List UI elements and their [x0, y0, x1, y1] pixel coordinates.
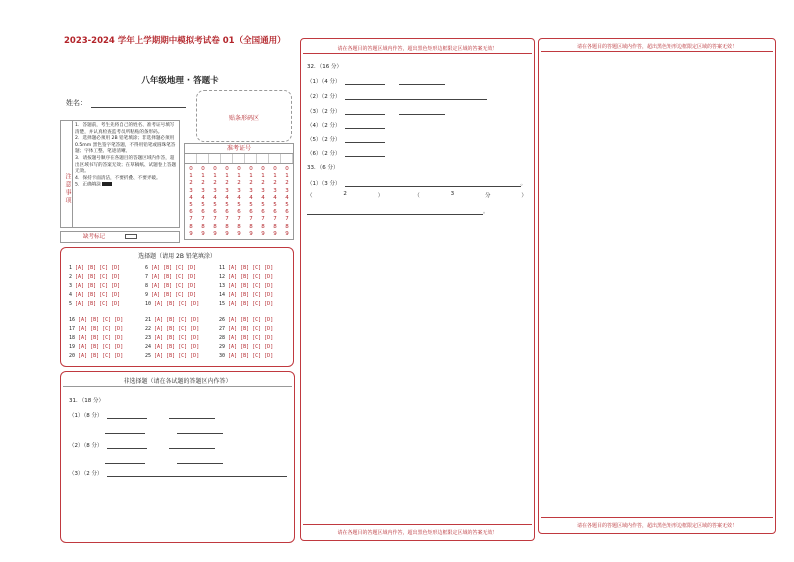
ticket-digit[interactable]: 3	[273, 187, 277, 194]
fill-sample-icon	[102, 182, 112, 186]
q32-4-label: （4）（2 分）	[307, 123, 341, 129]
q31-2	[69, 440, 215, 449]
choice-question[interactable]	[219, 335, 273, 341]
ticket-digit[interactable]: 4	[273, 194, 277, 201]
ticket-digit-column[interactable]	[281, 166, 293, 238]
choice-options[interactable]: [A] [B] [C] [D]	[228, 301, 274, 307]
ticket-digit[interactable]: 1	[249, 173, 253, 180]
choice-options[interactable]: [A] [B] [C] [D]	[228, 326, 274, 332]
q33-3	[307, 206, 489, 215]
ticket-digit-column[interactable]	[233, 166, 245, 238]
ticket-digit[interactable]: 2	[249, 180, 253, 187]
answer-line[interactable]	[345, 134, 385, 143]
ticket-digit[interactable]: 5	[285, 202, 289, 209]
q33-label: 33．（6 分）	[307, 165, 339, 171]
choice-number: 24	[145, 344, 152, 350]
name-field[interactable]	[91, 99, 186, 108]
ticket-digit[interactable]: 9	[213, 230, 217, 237]
choice-number: 23	[145, 335, 152, 341]
choice-options[interactable]: [A] [B] [C] [D]	[154, 353, 200, 359]
ticket-digit[interactable]: 5	[225, 202, 229, 209]
note-item	[75, 182, 177, 189]
absent-label: 缺考标记	[83, 234, 106, 240]
notes-list	[75, 123, 177, 189]
choice-options[interactable]: [A] [B] [C] [D]	[228, 353, 274, 359]
divider	[541, 517, 773, 518]
q32-2	[307, 91, 487, 100]
ticket-digit[interactable]: 7	[249, 216, 253, 223]
answer-line[interactable]	[399, 106, 445, 115]
choice-number: 7	[145, 274, 149, 280]
boundary-warning-top: 请在各题目的答题区域内作答，超出黑色矩形边框限定区域的答案无效！	[337, 46, 498, 52]
choice-number: 12	[219, 274, 226, 280]
ticket-digit[interactable]: 2	[225, 180, 229, 187]
ticket-digit[interactable]: 9	[189, 230, 193, 237]
ticket-digit[interactable]: 7	[261, 216, 265, 223]
q33-1-label: （1）（3 分）	[307, 181, 341, 187]
ticket-write-cell[interactable]	[209, 154, 221, 163]
ticket-digit[interactable]: 1	[213, 173, 217, 180]
ticket-digit[interactable]: 7	[189, 216, 193, 223]
choice-question[interactable]	[145, 326, 199, 332]
ticket-digit[interactable]: 0	[249, 166, 253, 172]
divider	[303, 524, 532, 525]
choice-options[interactable]: [A] [B] [C] [D]	[228, 265, 274, 271]
ticket-digit[interactable]: 8	[201, 223, 205, 230]
q32-1	[307, 76, 445, 85]
ticket-digit-column[interactable]	[221, 166, 233, 238]
ticket-digit-column[interactable]	[209, 166, 221, 238]
choice-question[interactable]	[145, 283, 196, 289]
ticket-digit[interactable]: 3	[201, 187, 205, 194]
choice-question[interactable]	[69, 301, 120, 307]
choice-number: 13	[219, 283, 226, 289]
answer-line[interactable]	[105, 455, 145, 464]
ticket-digit[interactable]: 3	[285, 187, 289, 194]
ticket-digit[interactable]: 8	[285, 223, 289, 230]
choice-options[interactable]: [A] [B] [C] [D]	[78, 344, 124, 350]
choice-number: 9	[145, 292, 149, 298]
answer-line[interactable]	[169, 440, 215, 449]
choice-options[interactable]: [A] [B] [C] [D]	[154, 344, 200, 350]
ticket-digit[interactable]: 6	[189, 209, 193, 216]
choice-options[interactable]: [A] [B] [C] [D]	[151, 265, 197, 271]
ticket-digit[interactable]: 5	[261, 202, 265, 209]
q33-fen: 分	[485, 193, 491, 199]
choice-number: 22	[145, 326, 152, 332]
ticket-digit[interactable]: 0	[237, 166, 241, 172]
ticket-digit[interactable]: 4	[213, 194, 217, 201]
choice-question[interactable]	[219, 301, 273, 307]
ticket-digit[interactable]: 4	[285, 194, 289, 201]
ticket-digit[interactable]: 1	[285, 173, 289, 180]
ticket-digit[interactable]: 5	[213, 202, 217, 209]
choice-question[interactable]	[219, 274, 273, 280]
choice-options[interactable]: [A] [B] [C] [D]	[75, 301, 121, 307]
choice-number: 16	[69, 317, 76, 323]
q32-6	[307, 148, 385, 157]
choice-options[interactable]: [A] [B] [C] [D]	[78, 353, 124, 359]
choice-question[interactable]	[219, 326, 273, 332]
boundary-warning-bottom: 请在各题目的答题区域内作答，超出黑色矩形边框限定区域的答案无效！	[337, 530, 498, 536]
ticket-digit[interactable]: 5	[273, 202, 277, 209]
choice-number: 5	[69, 301, 73, 307]
q33-2	[307, 191, 527, 199]
q32-5-label: （5）（2 分）	[307, 137, 341, 143]
choice-question[interactable]	[69, 335, 123, 341]
choice-number: 18	[69, 335, 76, 341]
choice-options[interactable]: [A] [B] [C] [D]	[228, 317, 274, 323]
choice-number: 17	[69, 326, 76, 332]
choice-question[interactable]	[145, 265, 196, 271]
ticket-digit[interactable]: 8	[189, 223, 193, 230]
ticket-write-cell[interactable]	[269, 154, 281, 163]
barcode-area	[196, 90, 292, 142]
paren-close: ）	[377, 193, 384, 199]
ticket-digit[interactable]: 8	[261, 223, 265, 230]
boundary-warning-bottom: 请在各题目的答题区域内作答，超出黑色矩形边框限定区域的答案无效！	[576, 523, 737, 529]
ticket-digit[interactable]: 6	[225, 209, 229, 216]
choice-number: 8	[145, 283, 149, 289]
ticket-digit[interactable]: 8	[273, 223, 277, 230]
choice-options[interactable]: [A] [B] [C] [D]	[228, 274, 274, 280]
period: 。	[520, 181, 527, 187]
choice-number: 11	[219, 265, 226, 271]
choice-question[interactable]	[145, 301, 199, 307]
ticket-digit[interactable]: 8	[249, 223, 253, 230]
divider	[303, 53, 532, 54]
note-item: 1．答题前，考生先将自己的姓名、准考证号填写清楚，并认真检查监考员所粘贴的条形码。	[75, 123, 175, 135]
choice-question[interactable]	[219, 344, 273, 350]
note-item: 2．选择题必须用 2B 铅笔填涂；非选择题必须用 0.5mm 黑色签字笔答题，不得用铅笔或圆珠笔答题；字体工整、笔迹清晰。	[75, 136, 176, 155]
choice-options[interactable]: [A] [B] [C] [D]	[228, 344, 274, 350]
ticket-digit[interactable]: 0	[261, 166, 265, 172]
ticket-digit[interactable]: 9	[273, 230, 277, 237]
ticket-digit[interactable]: 3	[189, 187, 193, 194]
ticket-digit-column[interactable]	[269, 166, 281, 238]
note-item-text: 5．正确填涂	[75, 182, 101, 188]
choice-question[interactable]	[69, 283, 120, 289]
answer-line[interactable]	[345, 120, 385, 129]
note-item: 3．请按题号顺序在各题目的答题区域内作答，超出区域书写的答案无效；在草稿纸、试题卷上答题无效。	[75, 155, 177, 175]
ticket-digit[interactable]: 6	[273, 209, 277, 216]
choice-number: 30	[219, 353, 226, 359]
q32-6-label: （6）（2 分）	[307, 151, 341, 157]
ticket-digit[interactable]: 9	[261, 230, 265, 237]
choice-options[interactable]: [A] [B] [C] [D]	[78, 335, 124, 341]
ticket-digit[interactable]: 8	[225, 223, 229, 230]
choice-options[interactable]: [A] [B] [C] [D]	[75, 265, 121, 271]
ticket-digit-column[interactable]	[197, 166, 209, 238]
q31-3	[69, 468, 287, 477]
choice-options[interactable]: [A] [B] [C] [D]	[75, 274, 121, 280]
absent-mark	[60, 231, 180, 243]
choice-number: 3	[69, 283, 73, 289]
ticket-digit[interactable]: 0	[273, 166, 277, 172]
q31-1b	[105, 425, 223, 434]
ticket-digit[interactable]: 1	[225, 173, 229, 180]
ticket-digit[interactable]: 6	[237, 209, 241, 216]
ticket-digit[interactable]: 6	[285, 209, 289, 216]
choice-options[interactable]: [A] [B] [C] [D]	[228, 292, 274, 298]
choice-options[interactable]: [A] [B] [C] [D]	[228, 335, 274, 341]
ticket-digit[interactable]: 9	[237, 230, 241, 237]
choice-number: 19	[69, 344, 76, 350]
q31-1	[69, 410, 215, 419]
choice-number: 4	[69, 292, 73, 298]
ticket-digit[interactable]: 2	[273, 180, 277, 187]
choice-options[interactable]: [A] [B] [C] [D]	[78, 317, 124, 323]
ticket-digit[interactable]: 1	[261, 173, 265, 180]
choice-number: 25	[145, 353, 152, 359]
choice-section	[60, 247, 294, 367]
ticket-digit[interactable]: 0	[285, 166, 289, 172]
ticket-write-cell[interactable]	[233, 154, 245, 163]
absent-checkbox[interactable]	[125, 234, 137, 239]
q32-3	[307, 106, 445, 115]
choice-question[interactable]	[145, 292, 196, 298]
q32-label: 32．（16 分）	[307, 64, 342, 70]
ticket-digit[interactable]: 8	[237, 223, 241, 230]
ticket-digit[interactable]: 0	[225, 166, 229, 172]
choice-options[interactable]: [A] [B] [C] [D]	[151, 274, 197, 280]
answer-line[interactable]	[399, 76, 445, 85]
notes-panel	[60, 120, 180, 228]
ticket-write-cell[interactable]	[281, 154, 293, 163]
answer-line[interactable]	[345, 91, 487, 100]
answer-line[interactable]	[307, 206, 483, 215]
ticket-digit[interactable]: 7	[225, 216, 229, 223]
ticket-digit[interactable]: 3	[237, 187, 241, 194]
choice-options[interactable]: [A] [B] [C] [D]	[151, 292, 197, 298]
ticket-digit[interactable]: 7	[285, 216, 289, 223]
choice-options[interactable]: [A] [B] [C] [D]	[154, 326, 200, 332]
ticket-digit[interactable]: 7	[213, 216, 217, 223]
q32-5	[307, 134, 385, 143]
q31-3-label: （3）（2 分）	[69, 471, 103, 477]
boundary-warning-top: 请在各题目的答题区域内作答，超出黑色矩形边框限定区域的答案无效！	[576, 44, 737, 50]
ticket-digit[interactable]: 1	[201, 173, 205, 180]
choice-number: 10	[145, 301, 152, 307]
ticket-digit[interactable]: 2	[189, 180, 193, 187]
nonchoice-section	[60, 371, 295, 543]
choice-options[interactable]: [A] [B] [C] [D]	[154, 335, 200, 341]
paren-open: （	[414, 193, 420, 199]
q33-1	[307, 178, 526, 187]
choice-question[interactable]	[219, 317, 273, 323]
ticket-digit[interactable]: 3	[213, 187, 217, 194]
choice-question[interactable]	[69, 353, 123, 359]
ticket-digit[interactable]: 6	[201, 209, 205, 216]
choice-number: 15	[219, 301, 226, 307]
q33-2-num: 2	[343, 191, 347, 197]
choice-title: 选择题（请用 2B 铅笔填涂）	[138, 253, 216, 260]
ticket-digit[interactable]: 0	[189, 166, 193, 172]
choice-question[interactable]	[69, 344, 123, 350]
choice-options[interactable]: [A] [B] [C] [D]	[151, 283, 197, 289]
ticket-write-cell[interactable]	[245, 154, 257, 163]
ticket-digit[interactable]: 2	[285, 180, 289, 187]
ticket-digit-column[interactable]	[245, 166, 257, 238]
paren-close: ）	[521, 193, 527, 199]
choice-options[interactable]: [A] [B] [C] [D]	[78, 326, 124, 332]
choice-number: 26	[219, 317, 226, 323]
q31-label: 31．（18 分）	[69, 398, 104, 404]
barcode-label: 贴条形码区	[228, 115, 259, 122]
choice-options[interactable]: [A] [B] [C] [D]	[154, 301, 200, 307]
ticket-write-cell[interactable]	[197, 154, 209, 163]
ticket-digit[interactable]: 6	[249, 209, 253, 216]
choice-question[interactable]	[69, 274, 120, 280]
ticket-digit[interactable]: 5	[189, 202, 193, 209]
ticket-digit[interactable]: 6	[213, 209, 217, 216]
ticket-digit[interactable]: 4	[225, 194, 229, 201]
ticket-digit[interactable]: 4	[249, 194, 253, 201]
choice-options[interactable]: [A] [B] [C] [D]	[154, 317, 200, 323]
note-item: 4．保持卡面清洁，不要折叠、不要弄破。	[75, 175, 161, 181]
q32-4	[307, 120, 385, 129]
ticket-label: 准考证号	[185, 144, 293, 154]
ticket-digit[interactable]: 4	[189, 194, 193, 201]
exam-title: 2023-2024 学年上学期期中模拟考试卷 01（全国通用）	[64, 36, 286, 46]
answer-line[interactable]	[107, 468, 287, 477]
choice-number: 28	[219, 335, 226, 341]
divider	[541, 51, 773, 52]
choice-number: 2	[69, 274, 73, 280]
ticket-write-cell[interactable]	[221, 154, 233, 163]
answer-line[interactable]	[345, 178, 521, 187]
answer-line[interactable]	[107, 410, 147, 419]
ticket-digit[interactable]: 9	[285, 230, 289, 237]
ticket-digit[interactable]: 2	[213, 180, 217, 187]
answer-line[interactable]	[345, 76, 385, 85]
right-answer-column	[538, 38, 776, 534]
choice-number: 1	[69, 265, 73, 271]
answer-line[interactable]	[105, 425, 145, 434]
q32-3-label: （3）（2 分）	[307, 109, 341, 115]
choice-question[interactable]	[69, 317, 123, 323]
answer-line[interactable]	[345, 148, 385, 157]
ticket-digit[interactable]: 0	[201, 166, 205, 172]
answer-line[interactable]	[107, 440, 147, 449]
ticket-digit[interactable]: 5	[237, 202, 241, 209]
q33-3-num: 3	[450, 191, 455, 197]
ticket-write-cell[interactable]	[257, 154, 269, 163]
ticket-digit[interactable]: 5	[201, 202, 205, 209]
choice-question[interactable]	[69, 326, 123, 332]
choice-question[interactable]	[145, 317, 199, 323]
ticket-digit[interactable]: 9	[201, 230, 205, 237]
ticket-digit[interactable]: 4	[237, 194, 241, 201]
ticket-digit[interactable]: 2	[237, 180, 241, 187]
q31-2b	[105, 455, 223, 464]
ticket-write-cells[interactable]	[185, 154, 293, 164]
nonchoice-title: 非选择题（请在各试题的答题区内作答）	[123, 378, 232, 385]
answer-line[interactable]	[169, 410, 215, 419]
ticket-digit[interactable]: 1	[189, 173, 193, 180]
choice-question[interactable]	[145, 353, 199, 359]
answer-line[interactable]	[177, 455, 223, 464]
choice-number: 27	[219, 326, 226, 332]
choice-number: 21	[145, 317, 152, 323]
ticket-digit[interactable]: 7	[237, 216, 241, 223]
choice-number: 6	[145, 265, 149, 271]
paren-open: （	[307, 193, 313, 199]
middle-answer-column	[300, 38, 535, 541]
choice-number: 29	[219, 344, 226, 350]
ticket-digit[interactable]: 3	[249, 187, 253, 194]
choice-question[interactable]	[219, 265, 273, 271]
notes-label: 注意事项	[61, 121, 73, 227]
choice-options[interactable]: [A] [B] [C] [D]	[228, 283, 274, 289]
divider	[63, 386, 292, 387]
choice-question[interactable]	[69, 292, 120, 298]
choice-question[interactable]	[145, 335, 199, 341]
ticket-digit[interactable]: 9	[225, 230, 229, 237]
ticket-digit[interactable]: 1	[237, 173, 241, 180]
ticket-digit[interactable]: 6	[261, 209, 265, 216]
ticket-digit[interactable]: 4	[261, 194, 265, 201]
choice-question[interactable]	[145, 274, 196, 280]
choice-number: 20	[69, 353, 76, 359]
choice-question[interactable]	[219, 292, 273, 298]
ticket-digit[interactable]: 7	[273, 216, 277, 223]
ticket-digit-columns[interactable]	[185, 166, 293, 238]
ticket-digit[interactable]: 9	[249, 230, 253, 237]
ticket-number-grid	[184, 143, 294, 240]
ticket-digit[interactable]: 1	[273, 173, 277, 180]
ticket-digit[interactable]: 3	[225, 187, 229, 194]
choice-question[interactable]	[219, 283, 273, 289]
ticket-digit[interactable]: 2	[201, 180, 205, 187]
name-label: 姓名：	[66, 99, 87, 107]
ticket-digit[interactable]: 3	[261, 187, 265, 194]
ticket-digit[interactable]: 2	[261, 180, 265, 187]
ticket-digit-column[interactable]	[185, 166, 197, 238]
answer-line[interactable]	[177, 425, 223, 434]
answer-line[interactable]	[345, 106, 385, 115]
choice-number: 14	[219, 292, 226, 298]
period: 。	[483, 209, 489, 215]
ticket-digit[interactable]: 0	[213, 166, 217, 172]
ticket-digit[interactable]: 7	[201, 216, 205, 223]
ticket-digit-column[interactable]	[257, 166, 269, 238]
name-row	[66, 98, 186, 108]
ticket-digit[interactable]: 8	[213, 223, 217, 230]
q32-1-label: （1）（4 分）	[307, 79, 341, 85]
choice-question[interactable]	[219, 353, 273, 359]
q31-2-label: （2）（8 分）	[69, 443, 103, 449]
ticket-digit[interactable]: 5	[249, 202, 253, 209]
choice-question[interactable]	[145, 344, 199, 350]
ticket-digit[interactable]: 4	[201, 194, 205, 201]
choice-options[interactable]: [A] [B] [C] [D]	[75, 292, 121, 298]
ticket-write-cell[interactable]	[185, 154, 197, 163]
q32-2-label: （2）（2 分）	[307, 94, 341, 100]
sheet-title: 八年级地理 · 答题卡	[141, 76, 219, 86]
choice-question[interactable]	[69, 265, 120, 271]
q31-1-label: （1）（8 分）	[69, 413, 103, 419]
choice-options[interactable]: [A] [B] [C] [D]	[75, 283, 121, 289]
